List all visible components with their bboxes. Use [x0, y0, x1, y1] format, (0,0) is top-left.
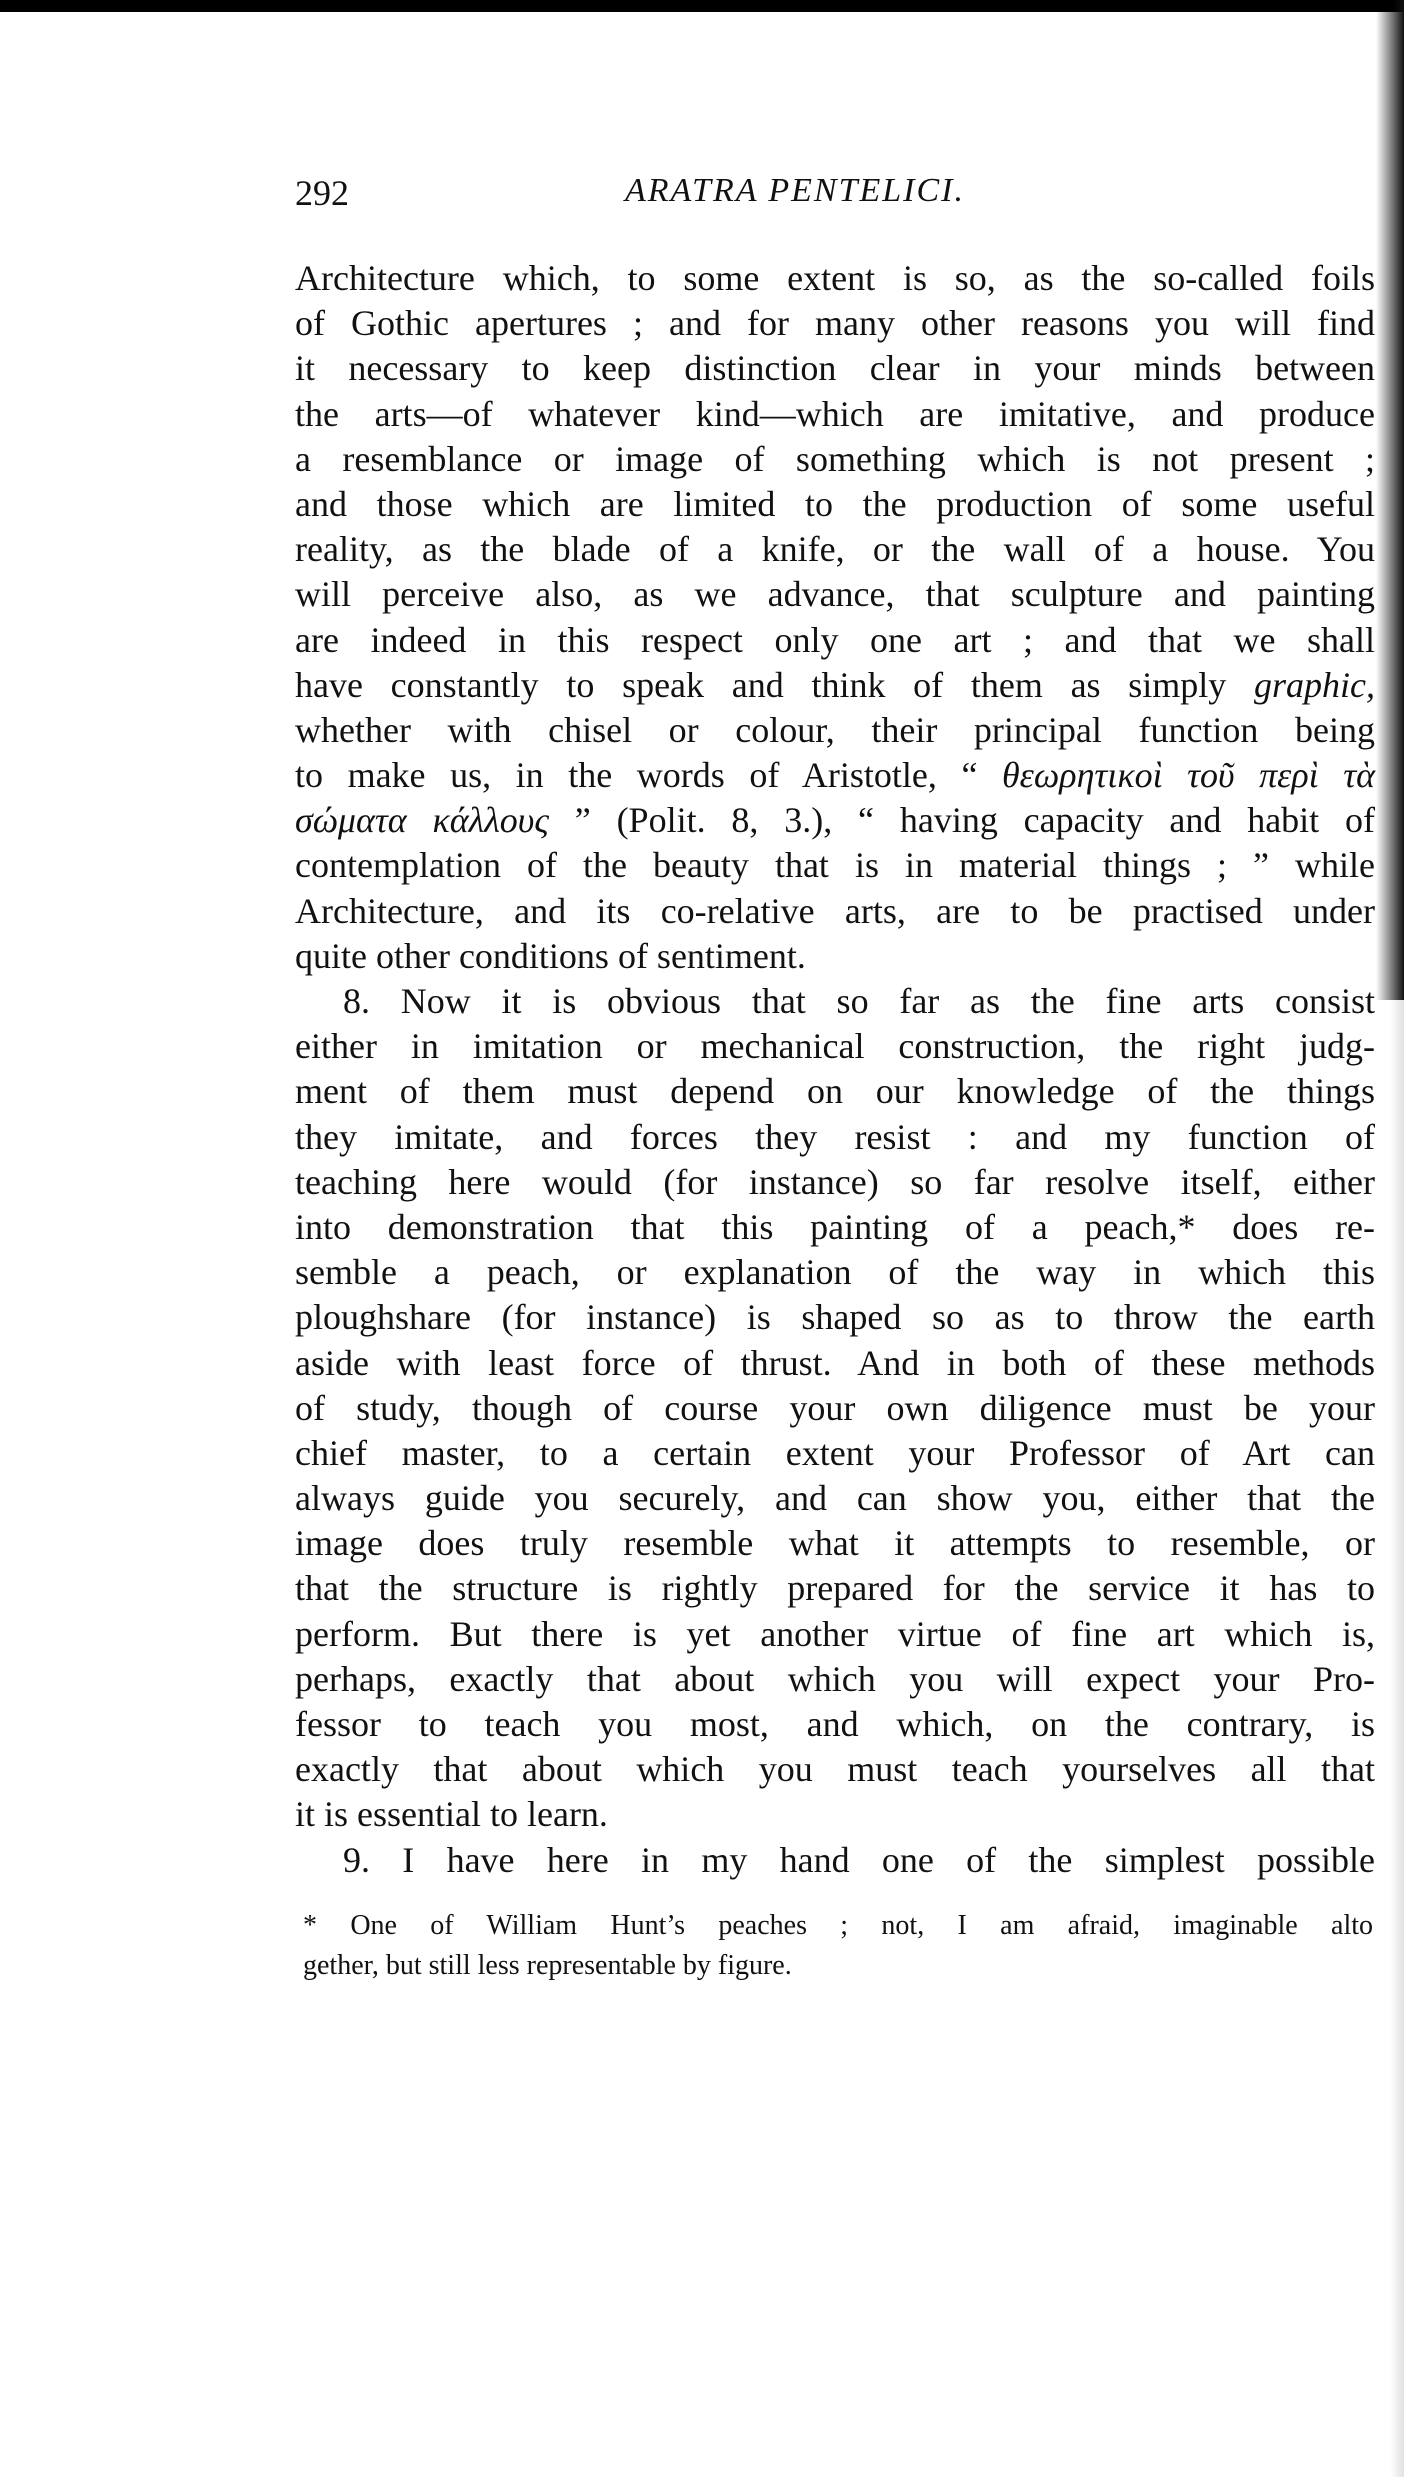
text-line: [295, 1250, 1375, 1295]
text-line: [295, 527, 1375, 572]
text-span: 9. I have here in my hand one of the simplest possible: [343, 1839, 1375, 1880]
text-line: [295, 301, 1375, 346]
text-line: [295, 1521, 1375, 1566]
text-line: [295, 843, 1375, 888]
text-span: perhaps, exactly that about which you will expect your Pro-: [295, 1658, 1375, 1699]
text-line: [295, 482, 1375, 527]
text-line: [295, 1386, 1375, 1431]
italic-text: θεωρητικοὶ τοῦ περὶ τὰ: [1002, 755, 1375, 796]
text-span: are indeed in this respect only one art ; and that we shall: [295, 619, 1375, 660]
text-span: of study, though of course your own diligence must be your: [295, 1387, 1375, 1428]
text-line: [295, 1115, 1375, 1160]
text-span: perform. But there is yet another virtue of fine art which is,: [295, 1613, 1375, 1654]
text-line: [295, 1702, 1375, 1747]
text-span: it is essential to learn.: [295, 1794, 608, 1835]
text-span: chief master, to a certain extent your Professor of Art can: [295, 1432, 1375, 1473]
text-span: reality, as the blade of a knife, or the wall of a house. You: [295, 529, 1375, 570]
text-line: [295, 618, 1375, 663]
text-span: image does truly resemble what it attempts to resemble, or: [295, 1523, 1375, 1564]
text-line: [295, 663, 1375, 708]
text-line: [295, 1295, 1375, 1340]
text-span: Architecture which, to some extent is so, as the so-called foils: [295, 258, 1375, 298]
text-span: have constantly to speak and think of them as simply: [295, 664, 1254, 705]
text-span: they imitate, and forces they resist : and my function of: [295, 1116, 1375, 1157]
text-span: of Gothic apertures ; and for many other reasons you will find: [295, 303, 1375, 344]
footnote-line: [303, 1906, 1373, 1946]
text-line: [295, 346, 1375, 391]
page-number: 292: [295, 173, 349, 213]
text-line: [295, 392, 1375, 437]
text-span: 8. Now it is obvious that so far as the fine arts consist: [343, 981, 1375, 1021]
text-span: Architecture, and its co-relative arts, are to be practised under: [295, 890, 1375, 931]
text-span: whether with chisel or colour, their principal function being: [295, 709, 1375, 750]
text-span: that the structure is rightly prepared for the service it has to: [295, 1568, 1375, 1609]
text-span: fessor to teach you most, and which, on the contrary, is: [295, 1704, 1375, 1744]
text-line: [295, 1612, 1375, 1657]
body-text: [295, 256, 1375, 1883]
text-line: [295, 934, 1375, 979]
text-span: gether, but still less representable by figure.: [303, 1950, 792, 1981]
text-span: aside with least force of thrust. And in both of these methods: [295, 1342, 1375, 1383]
text-line: [295, 256, 1375, 301]
text-line: [295, 1747, 1375, 1792]
footnote-line: [303, 1946, 1373, 1986]
text-line: [295, 889, 1375, 934]
text-line: [295, 1160, 1375, 1205]
text-span: the arts—of whatever kind—which are imitative, and produce: [295, 393, 1375, 434]
text-span: to make us, in the words of Aristotle, “: [295, 755, 1002, 796]
text-line: [295, 1792, 1375, 1837]
text-span: ploughshare (for instance) is shaped so as to throw the earth: [295, 1297, 1375, 1338]
text-span: quite other conditions of sentiment.: [295, 935, 806, 976]
text-span: * One of William Hunt’s peaches ; not, I am afraid, imaginable alto: [303, 1910, 1373, 1941]
text-span: ” (Polit. 8, 3.), “ having capacity and habit of: [548, 800, 1375, 841]
text-span: a resemblance or image of something which is not present ;: [295, 438, 1375, 479]
text-line: [295, 1341, 1375, 1386]
text-line: [295, 1205, 1375, 1250]
scan-top-border: [0, 0, 1404, 12]
text-line: [295, 1657, 1375, 1702]
text-span: exactly that about which you must teach yourselves all that: [295, 1749, 1375, 1790]
text-span: teaching here would (for instance) so far resolve itself, either: [295, 1161, 1375, 1202]
running-title: ARATRA PENTELICI.: [625, 172, 965, 209]
text-span: ment of them must depend on our knowledge of the things: [295, 1071, 1375, 1112]
text-span: into demonstration that this painting of a peach,* does re-: [295, 1206, 1375, 1247]
text-span: semble a peach, or explanation of the way in which this: [295, 1252, 1375, 1293]
text-line: [295, 1069, 1375, 1114]
scan-page-edge-lower: [1390, 1000, 1404, 2477]
text-line: [295, 437, 1375, 482]
text-span: either in imitation or mechanical construction, the right judg-: [295, 1026, 1375, 1067]
italic-text: σώματα κάλλους: [295, 800, 549, 841]
text-span: will perceive also, as we advance, that sculpture and painting: [295, 574, 1375, 615]
text-span: and those which are limited to the production of some useful: [295, 483, 1375, 524]
text-line: [295, 708, 1375, 753]
text-line: [295, 1476, 1375, 1521]
text-line: [295, 1431, 1375, 1476]
text-line: [295, 1566, 1375, 1611]
text-line: [295, 753, 1375, 798]
italic-text: graphic,: [1254, 664, 1375, 705]
text-span: always guide you securely, and can show you, either that the: [295, 1478, 1375, 1519]
text-line: [295, 1024, 1375, 1069]
text-line: [295, 798, 1375, 843]
text-line: [295, 1838, 1375, 1883]
text-span: contemplation of the beauty that is in material things ; ” while: [295, 845, 1375, 886]
footnote: [303, 1906, 1373, 1986]
text-line: [295, 572, 1375, 617]
text-span: it necessary to keep distinction clear in your minds between: [295, 348, 1375, 389]
scan-page-edge: [1376, 0, 1404, 1000]
text-line: [295, 979, 1375, 1024]
